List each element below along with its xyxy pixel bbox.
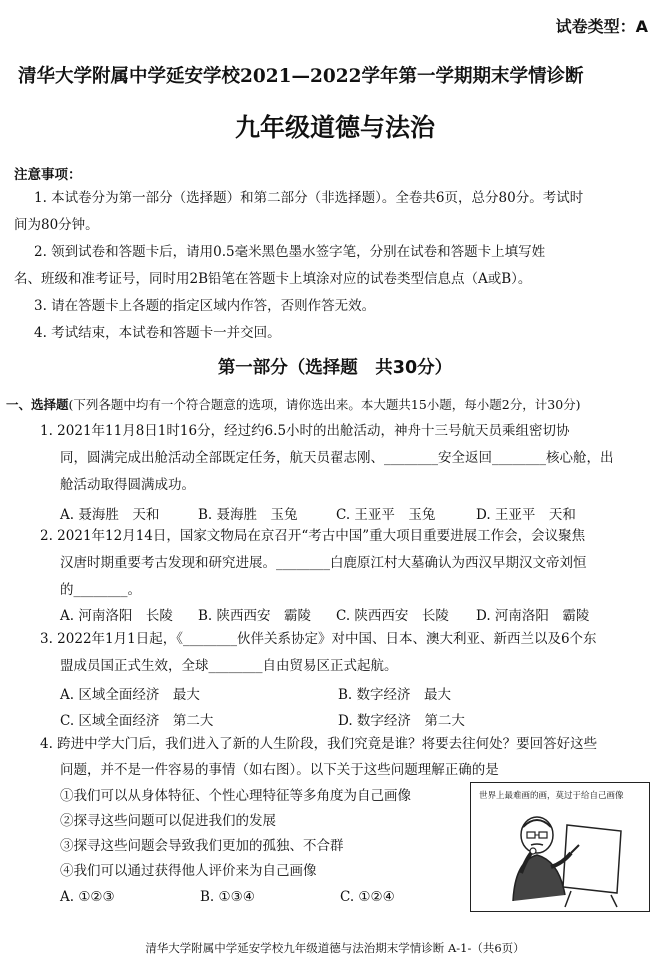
- q1-line-3: 舱活动取得圆满成功。: [60, 477, 195, 493]
- q2-line-1: 2. 2021年12月14日，国家文物局在京召开“考古中国”重大项目重要进展工作会，会议聚焦: [40, 528, 586, 544]
- q1-line-2: 同，圆满完成出舱活动全部既定任务，航天员翟志刚、________安全返回________核心舱，出: [60, 450, 614, 466]
- section-heading-label: 一、选择题: [6, 397, 69, 412]
- q1-option-d[interactable]: D. 王亚平 天和: [476, 507, 576, 523]
- q2-line-3: 的________。: [60, 582, 141, 598]
- q3-line-2: 盟成员国正式生效，全球________自由贸易区正式起航。: [60, 658, 398, 674]
- subject-title: 九年级道德与法治: [234, 113, 435, 142]
- q2-option-b[interactable]: B. 陕西西安 霸陵: [198, 608, 312, 624]
- cartoon-caption: 世界上最难画的画，莫过于给自己画像: [479, 791, 624, 801]
- notes-heading: 注意事项：: [14, 167, 82, 183]
- note-4: 4. 考试结束，本试卷和答题卡一并交回。: [34, 325, 281, 341]
- q2-option-c[interactable]: C. 陕西西安 长陵: [336, 608, 449, 624]
- q1-option-c[interactable]: C. 王亚平 玉兔: [336, 507, 436, 523]
- note-2-line-1: 2. 领到试卷和答题卡后，请用0.5毫米黑色墨水签字笔，分别在试卷和答题卡上填写姓: [34, 244, 546, 260]
- q4-option-b[interactable]: B. ①③④: [200, 889, 255, 905]
- q1-line-1: 1. 2021年11月8日1时16分，经过约6.5小时的出舱活动，神舟十三号航天员乘组密切协: [40, 423, 570, 439]
- q4-option-a[interactable]: A. ①②③: [60, 889, 115, 905]
- q1-option-a[interactable]: A. 聂海胜 天和: [60, 507, 160, 523]
- q4-statement-1: ①我们可以从身体特征、个性心理特征等多角度为自己画像: [60, 788, 411, 804]
- q4-statement-2: ②探寻这些问题可以促进我们的发展: [60, 813, 276, 829]
- note-3: 3. 请在答题卡上各题的指定区域内作答，否则作答无效。: [34, 298, 376, 314]
- paper-type-label: 试卷类型：A: [555, 17, 648, 36]
- q2-option-d[interactable]: D. 河南洛阳 霸陵: [476, 608, 590, 624]
- cartoon-drawing-icon: [471, 783, 649, 911]
- q1-option-b[interactable]: B. 聂海胜 玉兔: [198, 507, 298, 523]
- q4-line-1: 4. 跨进中学大门后，我们进入了新的人生阶段，我们究竟是谁？将要去往何处？要回答好这些: [40, 736, 598, 752]
- q4-statement-4: ④我们可以通过获得他人评价来为自己画像: [60, 863, 317, 879]
- part1-title: 第一部分（选择题 共30分）: [217, 358, 453, 378]
- q4-option-c[interactable]: C. ①②④: [340, 889, 395, 905]
- self-portrait-cartoon: [470, 782, 650, 912]
- q2-line-2: 汉唐时期重要考古发现和研究进展。________白鹿原江村大墓确认为西汉早期汉文帝刘恒: [60, 555, 587, 571]
- note-1-line-1: 1. 本试卷分为第一部分（选择题）和第二部分（非选择题）。全卷共6页，总分80分。考试时: [34, 190, 584, 206]
- school-exam-title: 清华大学附属中学延安学校2021—2022学年第一学期期末学情诊断: [18, 66, 584, 87]
- section-heading: [6, 395, 581, 413]
- q3-line-1: 3. 2022年1月1日起，《________伙伴关系协定》对中国、日本、澳大利亚、新西兰以及6个东: [40, 631, 597, 647]
- q4-statement-3: ③探寻这些问题会导致我们更加的孤独、不合群: [60, 838, 344, 854]
- q3-option-c[interactable]: C. 区域全面经济 第二大: [60, 713, 214, 729]
- q3-option-d[interactable]: D. 数字经济 第二大: [338, 713, 465, 729]
- q3-option-a[interactable]: A. 区域全面经济 最大: [60, 687, 200, 703]
- section-heading-instructions: (下列各题中均有一个符合题意的选项，请你选出来。本大题共15小题，每小题2分，计30分): [68, 397, 581, 412]
- q2-option-a[interactable]: A. 河南洛阳 长陵: [60, 608, 173, 624]
- page-footer: 清华大学附属中学延安学校九年级道德与法治期末学情诊断 A-1-（共6页）: [145, 941, 525, 955]
- note-2-line-2: 名、班级和准考证号，同时用2B铅笔在答题卡上填涂对应的试卷类型信息点（A或B）。: [14, 271, 532, 287]
- q3-option-b[interactable]: B. 数字经济 最大: [338, 687, 452, 703]
- note-1-line-2: 间为80分钟。: [14, 217, 99, 233]
- q4-line-2: 问题，并不是一件容易的事情（如右图）。以下关于这些问题理解正确的是: [60, 762, 499, 778]
